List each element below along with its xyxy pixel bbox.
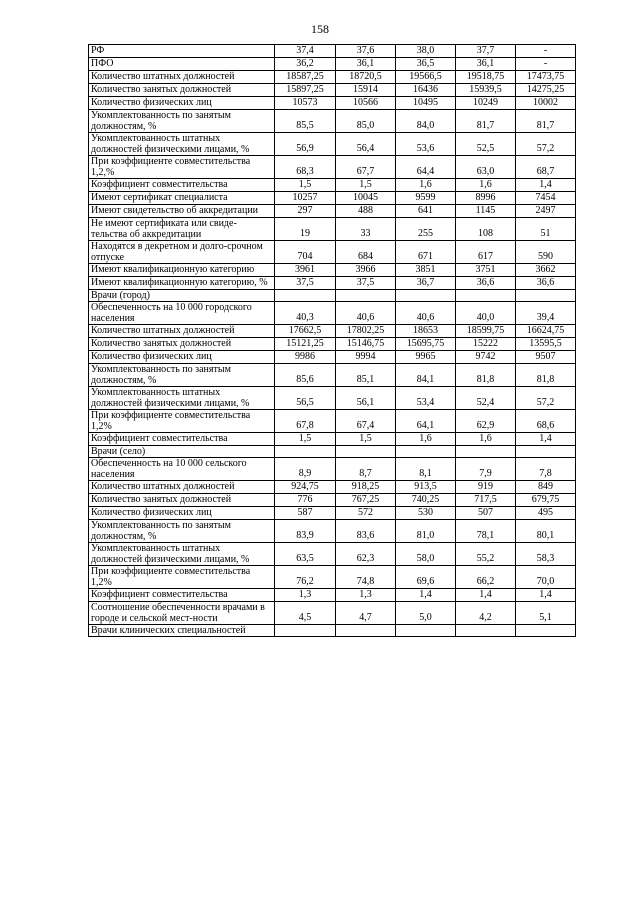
table-row	[89, 192, 576, 205]
value-cell: 679,75	[516, 494, 576, 507]
value-cell: 15695,75	[396, 338, 456, 351]
row-label: Количество физических лиц	[89, 351, 275, 364]
value-cell: 617	[456, 241, 516, 264]
value-cell: 81,0	[396, 520, 456, 543]
value-cell: 2497	[516, 205, 576, 218]
value-cell: 1,4	[516, 433, 576, 446]
value-cell: 704	[275, 241, 336, 264]
table-row	[89, 458, 576, 481]
value-cell: 67,7	[336, 156, 396, 179]
value-cell: 17662,5	[275, 325, 336, 338]
value-cell: 36,1	[456, 58, 516, 71]
value-cell: 255	[396, 218, 456, 241]
row-label: Количество занятых должностей	[89, 494, 275, 507]
value-cell: 19518,75	[456, 71, 516, 84]
table-row	[89, 520, 576, 543]
table-row	[89, 110, 576, 133]
value-cell: 56,4	[336, 133, 396, 156]
value-cell: 1,4	[516, 179, 576, 192]
value-cell: 37,4	[275, 45, 336, 58]
value-cell: 84,1	[396, 364, 456, 387]
row-label: При коэффициенте совместительства 1,2%	[89, 410, 275, 433]
row-label: Коэффициент совместительства	[89, 589, 275, 602]
value-cell	[396, 290, 456, 302]
value-cell: 1145	[456, 205, 516, 218]
value-cell: 3751	[456, 264, 516, 277]
value-cell: 13595,5	[516, 338, 576, 351]
value-cell: 62,9	[456, 410, 516, 433]
value-cell	[275, 446, 336, 458]
value-cell: 1,5	[336, 433, 396, 446]
page-number: 158	[311, 22, 329, 36]
row-label: ПФО	[89, 58, 275, 71]
value-cell: 14275,25	[516, 84, 576, 97]
value-cell: 1,6	[396, 433, 456, 446]
value-cell: 7454	[516, 192, 576, 205]
value-cell: 66,2	[456, 566, 516, 589]
value-cell: 9994	[336, 351, 396, 364]
value-cell: 18587,25	[275, 71, 336, 84]
row-label: Укомплектованность по занятым должностям, %	[89, 520, 275, 543]
row-label: Не имеют сертификата или свиде-тельства об аккредитации	[89, 218, 275, 241]
value-cell: 36,1	[336, 58, 396, 71]
row-label: Количество занятых должностей	[89, 338, 275, 351]
value-cell: 56,5	[275, 387, 336, 410]
row-label: Врачи клинических специальностей	[89, 625, 275, 637]
value-cell: 40,0	[456, 302, 516, 325]
value-cell	[516, 446, 576, 458]
value-cell: 1,3	[275, 589, 336, 602]
value-cell: 17473,75	[516, 71, 576, 84]
table-row	[89, 58, 576, 71]
row-label: Количество штатных должностей	[89, 71, 275, 84]
value-cell: 15914	[336, 84, 396, 97]
value-cell: 64,1	[396, 410, 456, 433]
value-cell: 572	[336, 507, 396, 520]
row-label: Количество физических лиц	[89, 97, 275, 110]
value-cell: 85,0	[336, 110, 396, 133]
table-body	[89, 45, 576, 637]
value-cell: 37,7	[456, 45, 516, 58]
table-row	[89, 387, 576, 410]
table-row	[89, 481, 576, 494]
value-cell: 10573	[275, 97, 336, 110]
value-cell	[275, 290, 336, 302]
value-cell: 8996	[456, 192, 516, 205]
value-cell: 83,9	[275, 520, 336, 543]
value-cell: 9507	[516, 351, 576, 364]
value-cell: 1,3	[336, 589, 396, 602]
row-label: Укомплектованность штатных должностей физическими лицами, %	[89, 387, 275, 410]
value-cell: -	[516, 58, 576, 71]
row-label: Количество штатных должностей	[89, 481, 275, 494]
value-cell: 84,0	[396, 110, 456, 133]
row-label: Количество штатных должностей	[89, 325, 275, 338]
table-row	[89, 97, 576, 110]
value-cell: 19566,5	[396, 71, 456, 84]
value-cell: 4,2	[456, 602, 516, 625]
value-cell: 767,25	[336, 494, 396, 507]
row-label: Укомплектованность штатных должностей физическими лицами, %	[89, 543, 275, 566]
value-cell: 80,1	[516, 520, 576, 543]
value-cell: 671	[396, 241, 456, 264]
value-cell: 36,2	[275, 58, 336, 71]
table-row	[89, 566, 576, 589]
value-cell: 81,7	[456, 110, 516, 133]
value-cell: 37,5	[336, 277, 396, 290]
row-label: Имеют сертификат специалиста	[89, 192, 275, 205]
value-cell: 8,1	[396, 458, 456, 481]
value-cell: 76,2	[275, 566, 336, 589]
table-row	[89, 433, 576, 446]
row-label: Соотношение обеспеченности врачами в городе и сельской мест-ности	[89, 602, 275, 625]
table-row	[89, 325, 576, 338]
row-label: Количество физических лиц	[89, 507, 275, 520]
table-row	[89, 241, 576, 264]
table-row	[89, 156, 576, 179]
value-cell: 10257	[275, 192, 336, 205]
value-cell: 15897,25	[275, 84, 336, 97]
value-cell: 1,6	[396, 179, 456, 192]
table-row	[89, 302, 576, 325]
table-row	[89, 71, 576, 84]
value-cell: 7,8	[516, 458, 576, 481]
value-cell: 15146,75	[336, 338, 396, 351]
value-cell: 717,5	[456, 494, 516, 507]
table-row	[89, 351, 576, 364]
value-cell: 849	[516, 481, 576, 494]
value-cell: 67,4	[336, 410, 396, 433]
value-cell: 530	[396, 507, 456, 520]
table-row	[89, 589, 576, 602]
value-cell: 56,1	[336, 387, 396, 410]
table-row	[89, 543, 576, 566]
value-cell: 57,2	[516, 387, 576, 410]
row-label: Имеют квалификационную категорию	[89, 264, 275, 277]
value-cell: 641	[396, 205, 456, 218]
value-cell: 36,6	[516, 277, 576, 290]
value-cell: 63,5	[275, 543, 336, 566]
value-cell: 69,6	[396, 566, 456, 589]
value-cell: 38,0	[396, 45, 456, 58]
value-cell: 85,1	[336, 364, 396, 387]
value-cell: 8,7	[336, 458, 396, 481]
row-label: Находятся в декретном и долго-срочном отпуске	[89, 241, 275, 264]
value-cell: 58,0	[396, 543, 456, 566]
row-label: РФ	[89, 45, 275, 58]
value-cell	[456, 290, 516, 302]
row-label: Врачи (село)	[89, 446, 275, 458]
row-label: Укомплектованность по занятым должностям, %	[89, 110, 275, 133]
value-cell: 7,9	[456, 458, 516, 481]
table-row	[89, 133, 576, 156]
value-cell	[456, 625, 516, 637]
value-cell: 919	[456, 481, 516, 494]
value-cell: 70,0	[516, 566, 576, 589]
value-cell	[336, 290, 396, 302]
value-cell: 684	[336, 241, 396, 264]
value-cell: 36,6	[456, 277, 516, 290]
row-label: Обеспеченность на 10 000 сельского населения	[89, 458, 275, 481]
value-cell: 68,3	[275, 156, 336, 179]
value-cell: 62,3	[336, 543, 396, 566]
value-cell: 68,7	[516, 156, 576, 179]
value-cell: 52,4	[456, 387, 516, 410]
value-cell: 40,6	[336, 302, 396, 325]
value-cell: 1,5	[275, 433, 336, 446]
value-cell: 58,3	[516, 543, 576, 566]
value-cell: 1,6	[456, 433, 516, 446]
row-label: Укомплектованность штатных должностей физическими лицами, %	[89, 133, 275, 156]
value-cell: 9742	[456, 351, 516, 364]
value-cell: 39,4	[516, 302, 576, 325]
table-row	[89, 84, 576, 97]
value-cell: 53,6	[396, 133, 456, 156]
value-cell: 8,9	[275, 458, 336, 481]
value-cell	[336, 625, 396, 637]
value-cell: 63,0	[456, 156, 516, 179]
row-label: Укомплектованность по занятым должностям, %	[89, 364, 275, 387]
value-cell: 78,1	[456, 520, 516, 543]
value-cell: 495	[516, 507, 576, 520]
table-row	[89, 290, 576, 302]
value-cell	[456, 446, 516, 458]
value-cell: 5,1	[516, 602, 576, 625]
value-cell: 37,5	[275, 277, 336, 290]
value-cell: 15939,5	[456, 84, 516, 97]
value-cell: 488	[336, 205, 396, 218]
value-cell: 40,3	[275, 302, 336, 325]
table-row	[89, 446, 576, 458]
table-row	[89, 364, 576, 387]
value-cell: 776	[275, 494, 336, 507]
value-cell: 10002	[516, 97, 576, 110]
value-cell: 81,8	[456, 364, 516, 387]
row-label: При коэффициенте совместительства 1,2%	[89, 566, 275, 589]
row-label: Коэффициент совместительства	[89, 179, 275, 192]
table-row	[89, 602, 576, 625]
value-cell	[336, 446, 396, 458]
value-cell: 924,75	[275, 481, 336, 494]
row-label: Врачи (город)	[89, 290, 275, 302]
value-cell: 36,5	[396, 58, 456, 71]
value-cell: 9965	[396, 351, 456, 364]
value-cell: 740,25	[396, 494, 456, 507]
value-cell: 16436	[396, 84, 456, 97]
value-cell: 15121,25	[275, 338, 336, 351]
table-row	[89, 179, 576, 192]
row-label: При коэффициенте совместительства 1,2,%	[89, 156, 275, 179]
statistics-table	[88, 44, 576, 637]
value-cell: 10249	[456, 97, 516, 110]
value-cell: 56,9	[275, 133, 336, 156]
value-cell: 52,5	[456, 133, 516, 156]
value-cell: -	[516, 45, 576, 58]
value-cell: 17802,25	[336, 325, 396, 338]
value-cell: 10566	[336, 97, 396, 110]
table-row	[89, 264, 576, 277]
value-cell: 5,0	[396, 602, 456, 625]
value-cell: 1,5	[275, 179, 336, 192]
value-cell: 18720,5	[336, 71, 396, 84]
row-label: Количество занятых должностей	[89, 84, 275, 97]
table-row	[89, 338, 576, 351]
value-cell	[516, 625, 576, 637]
value-cell: 918,25	[336, 481, 396, 494]
value-cell: 57,2	[516, 133, 576, 156]
value-cell: 68,6	[516, 410, 576, 433]
value-cell	[396, 446, 456, 458]
value-cell: 83,6	[336, 520, 396, 543]
value-cell: 81,8	[516, 364, 576, 387]
value-cell: 33	[336, 218, 396, 241]
value-cell: 913,5	[396, 481, 456, 494]
value-cell: 10495	[396, 97, 456, 110]
value-cell: 587	[275, 507, 336, 520]
value-cell: 51	[516, 218, 576, 241]
value-cell: 67,8	[275, 410, 336, 433]
value-cell: 3961	[275, 264, 336, 277]
value-cell: 40,6	[396, 302, 456, 325]
table-row	[89, 410, 576, 433]
value-cell: 18653	[396, 325, 456, 338]
table-row	[89, 218, 576, 241]
table-row	[89, 205, 576, 218]
row-label: Обеспеченность на 10 000 городского населения	[89, 302, 275, 325]
value-cell: 507	[456, 507, 516, 520]
value-cell: 1,4	[516, 589, 576, 602]
value-cell	[275, 625, 336, 637]
value-cell: 53,4	[396, 387, 456, 410]
table-row	[89, 507, 576, 520]
value-cell: 15222	[456, 338, 516, 351]
value-cell: 36,7	[396, 277, 456, 290]
value-cell: 108	[456, 218, 516, 241]
value-cell: 19	[275, 218, 336, 241]
value-cell: 4,7	[336, 602, 396, 625]
value-cell: 81,7	[516, 110, 576, 133]
value-cell: 55,2	[456, 543, 516, 566]
value-cell	[516, 290, 576, 302]
value-cell: 64,4	[396, 156, 456, 179]
value-cell: 85,6	[275, 364, 336, 387]
table-row	[89, 625, 576, 637]
value-cell: 16624,75	[516, 325, 576, 338]
table-row	[89, 45, 576, 58]
value-cell: 297	[275, 205, 336, 218]
value-cell: 590	[516, 241, 576, 264]
value-cell	[396, 625, 456, 637]
value-cell: 37,6	[336, 45, 396, 58]
value-cell: 1,5	[336, 179, 396, 192]
value-cell: 18599,75	[456, 325, 516, 338]
row-label: Имеют квалификационную категорию, %	[89, 277, 275, 290]
value-cell: 4,5	[275, 602, 336, 625]
row-label: Коэффициент совместительства	[89, 433, 275, 446]
value-cell: 74,8	[336, 566, 396, 589]
value-cell: 10045	[336, 192, 396, 205]
value-cell: 9986	[275, 351, 336, 364]
value-cell: 3662	[516, 264, 576, 277]
value-cell: 3966	[336, 264, 396, 277]
value-cell: 85,5	[275, 110, 336, 133]
value-cell: 1,6	[456, 179, 516, 192]
value-cell: 3851	[396, 264, 456, 277]
value-cell: 1,4	[396, 589, 456, 602]
value-cell: 1,4	[456, 589, 516, 602]
table-row	[89, 494, 576, 507]
row-label: Имеют свидетельство об аккредитации	[89, 205, 275, 218]
value-cell: 9599	[396, 192, 456, 205]
table-row	[89, 277, 576, 290]
